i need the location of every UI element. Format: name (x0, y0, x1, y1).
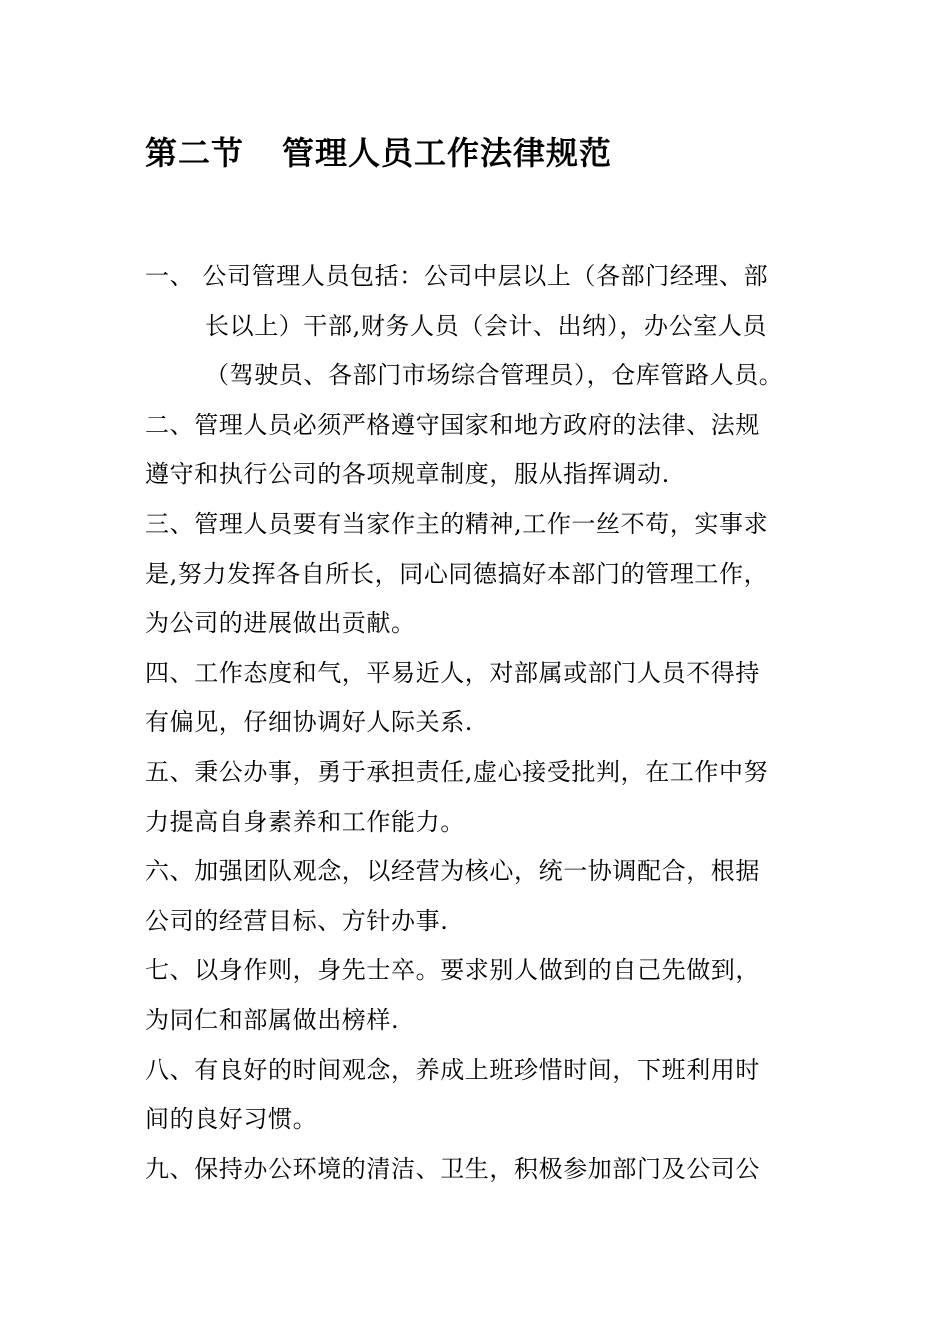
item-3-line-2: 是,努力发挥各自所长，同心同德搞好本部门的管理工作， (145, 559, 769, 588)
item-4-line-2: 有偏见，仔细协调好人际关系. (145, 708, 474, 737)
section-heading: 管理人员工作法律规范 (282, 134, 613, 172)
item-8-line-2: 间的良好习惯。 (145, 1105, 318, 1134)
item-8-line-1: 八、有良好的时间观念，养成上班珍惜时间，下班利用时 (145, 1055, 760, 1084)
item-7-line-2: 为同仁和部属做出榜样. (145, 1005, 400, 1034)
item-3-line-1: 三、管理人员要有当家作主的精神,工作一丝不苟，实事求 (145, 509, 769, 538)
item-1-line-1: 一、 公司管理人员包括：公司中层以上（各部门经理、部 (145, 262, 769, 290)
item-3-line-3: 为公司的进展做出贡献。 (145, 609, 416, 638)
item-5-line-2: 力提高自身素养和工作能力。 (145, 807, 465, 836)
item-5-line-1: 五、秉公办事，勇于承担责任,虚心接受批判，在工作中努 (145, 757, 769, 786)
document-body (145, 252, 809, 1194)
section-title (145, 128, 612, 174)
item-6-line-2: 公司的经营目标、方针办事. (145, 906, 449, 935)
item-6-line-1: 六、加强团队观念，以经营为核心，统一协调配合，根据 (145, 857, 760, 886)
item-4-line-1: 四、工作态度和气，平易近人，对部属或部门人员不得持 (145, 658, 760, 687)
item-2-line-1: 二、管理人员必须严格遵守国家和地方政府的法律、法规 (145, 410, 760, 439)
section-number: 第二节 (145, 134, 245, 172)
item-7-line-1: 七、以身作则，身先士卒。要求别人做到的自己先做到， (145, 956, 760, 985)
item-9-line-1: 九、保持办公环境的清洁、卫生，积极参加部门及公司公 (145, 1154, 760, 1183)
item-2-line-2: 遵守和执行公司的各项规章制度，服从指挥调动. (145, 460, 670, 489)
item-1-line-2: 长以上）干部,财务人员（会计、出纳），办公室人员 (205, 311, 768, 340)
item-1-line-3: （驾驶员、各部门市场综合管理员），仓库管路人员。 (205, 361, 784, 390)
